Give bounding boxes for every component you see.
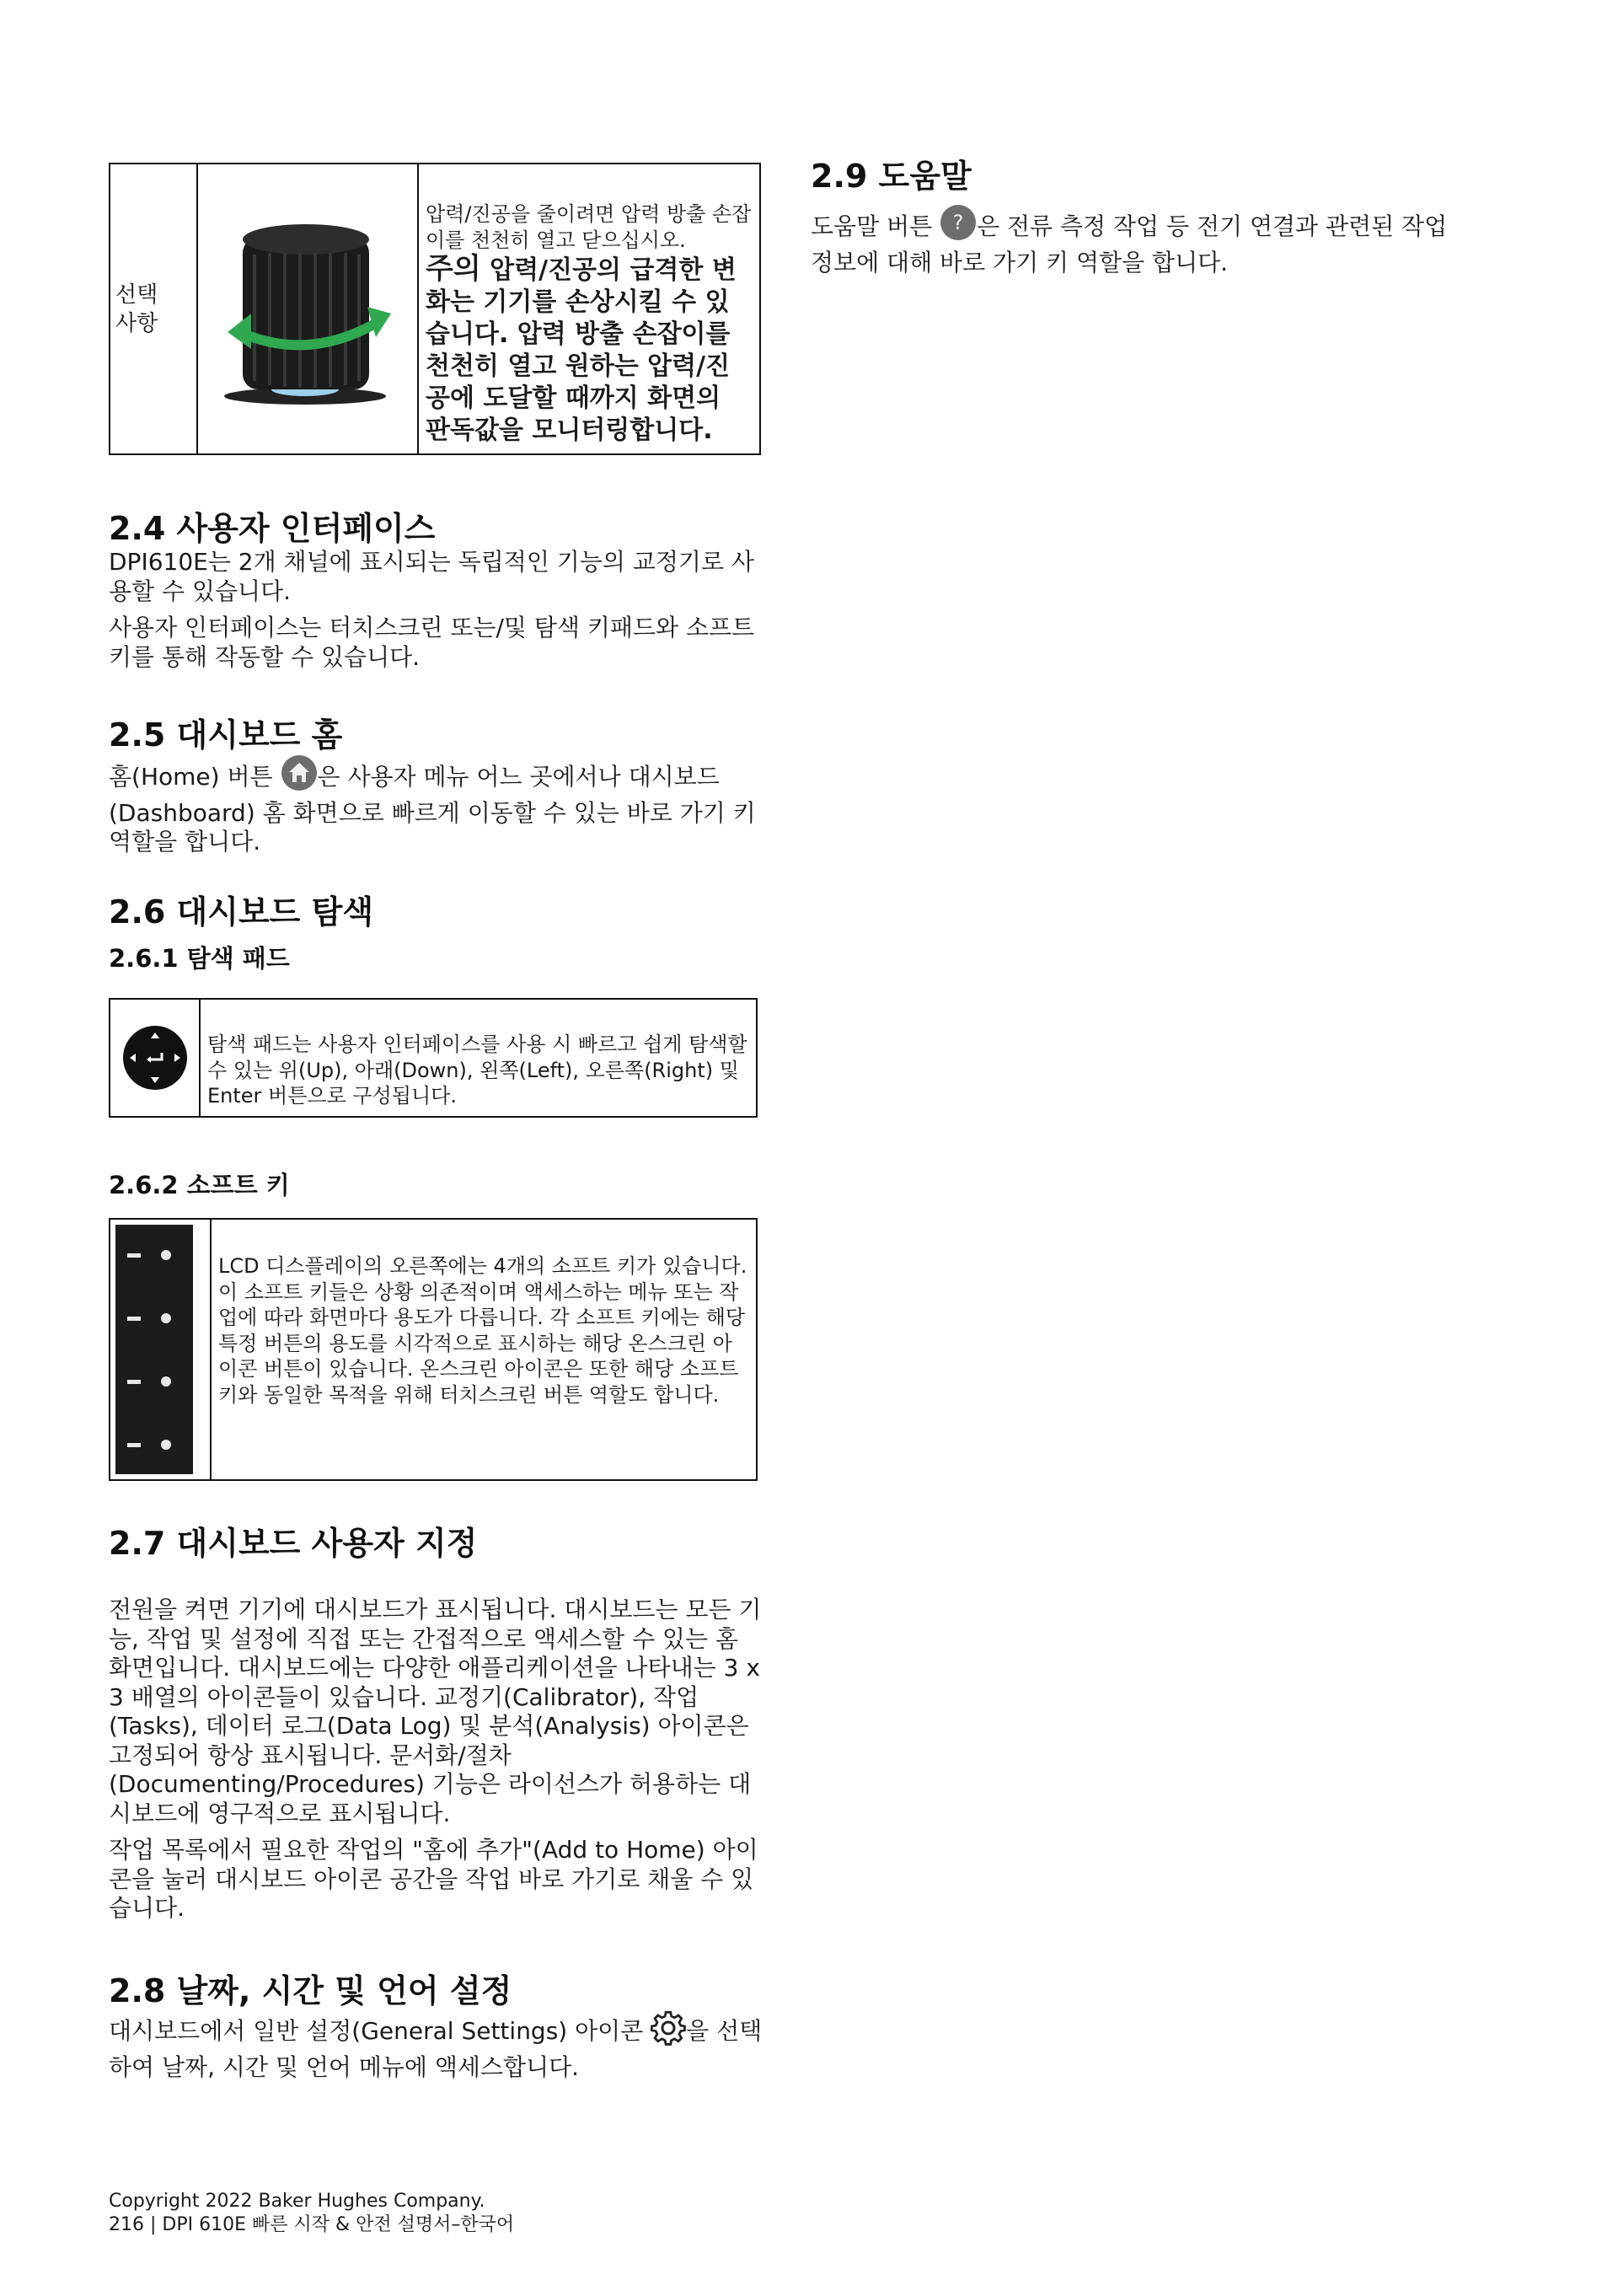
footer-page-title: 216 | DPI 610E 빠른 시작 & 안전 설명서–한국어 bbox=[109, 2214, 515, 2235]
option-image-cell bbox=[197, 164, 418, 454]
para-2-5-1: 홈(Home) 버튼 은 사용자 메뉴 어느 곳에서나 대시보드(Dashboard) 홈 화면으로 빠르게 이동할 수 있는 바로 가기 키 역할을 합니다. bbox=[109, 754, 766, 857]
heading-2-6-1: 2.6.1 탐색 패드 bbox=[109, 944, 290, 973]
soft-keys-table bbox=[109, 1218, 758, 1481]
gear-icon bbox=[651, 2010, 686, 2053]
heading-2-7: 2.7 대시보드 사용자 지정 bbox=[109, 1525, 478, 1562]
para-2-4-1: DPI610E는 2개 채널에 표시되는 독립적인 기능의 교정기로 사용할 수 있습니다. bbox=[109, 548, 754, 605]
heading-2-5: 2.5 대시보드 홈 bbox=[109, 716, 343, 754]
option-label-line2: 사항 bbox=[115, 310, 158, 336]
soft-keys-image bbox=[115, 1225, 193, 1474]
para-2-9-1: 도움말 버튼 ? 은 전류 측정 작업 등 전기 연결과 관련된 작업 정보에 대해 바로 가기 키 역할을 합니다. bbox=[811, 204, 1476, 277]
home-icon bbox=[281, 754, 318, 799]
footer bbox=[109, 2190, 867, 2237]
heading-2-6: 2.6 대시보드 탐색 bbox=[109, 893, 374, 931]
option-label-line1: 선택 bbox=[115, 282, 158, 308]
svg-text:?: ? bbox=[952, 211, 964, 234]
heading-2-6-2: 2.6.2 소프트 키 bbox=[109, 1171, 290, 1199]
nav-pad-text: 탐색 패드는 사용자 인터페이스를 사용 시 빠르고 쉽게 탐색할 수 있는 위(Up), 아래(Down), 왼쪽(Left), 오른쪽(Right) 및 Enter 버튼으로 구성됩니다. bbox=[207, 1033, 747, 1108]
caution-title: 주의 bbox=[426, 252, 481, 286]
option-text-cell bbox=[418, 164, 760, 454]
option-label-cell bbox=[110, 164, 197, 454]
soft-keys-image-cell bbox=[110, 1219, 211, 1480]
option-text: 압력/진공을 줄이려면 압력 방출 손잡이를 천천히 열고 닫으십시오. bbox=[426, 202, 752, 252]
nav-pad-image-cell bbox=[110, 999, 200, 1117]
footer-copyright: Copyright 2022 Baker Hughes Company. bbox=[109, 2191, 485, 2212]
heading-2-9: 2.9 도움말 bbox=[811, 158, 972, 195]
release-knob-image bbox=[202, 204, 413, 415]
section-2-8 bbox=[109, 1971, 766, 2082]
nav-pad-icon bbox=[121, 1024, 189, 1092]
soft-keys-text: LCD 디스플레이의 오른쪽에는 4개의 소프트 키가 있습니다. 이 소프트 키들은 상황 의존적이며 액세스하는 메뉴 또는 작업에 따라 화면마다 용도가 다릅니다. 각 소프트 키에는 해당 특정 버튼의 용도를 시각적으로 표시하는 해당 온스크린 아이콘 버튼이 있습니다. 온스크린 아이콘은 또한 해당 소프트 키와 동일한 목적을 위해 터치스크린 버튼 역할도 합니다. bbox=[218, 1254, 747, 1407]
nav-pad-table bbox=[109, 998, 758, 1118]
soft-keys-text-cell bbox=[211, 1219, 757, 1480]
caution-text: 압력/진공의 급격한 변화는 기기를 손상시킬 수 있습니다. 압력 방출 손잡이를 천천히 열고 원하는 압력/진공에 도달할 때까지 화면의 판독값을 모니터링합니다. bbox=[426, 255, 737, 445]
para-2-8-1: 대시보드에서 일반 설정(General Settings) 아이콘 을 선택하여 날짜, 시간 및 언어 메뉴에 액세스합니다. bbox=[109, 2010, 766, 2082]
section-2-4 bbox=[109, 509, 766, 672]
heading-2-4: 2.4 사용자 인터페이스 bbox=[109, 510, 436, 547]
para-2-7-1: 전원을 켜면 기기에 대시보드가 표시됩니다. 대시보드는 모든 기능, 작업 및 설정에 직접 또는 간접적으로 액세스할 수 있는 홈 화면입니다. 대시보드에는 다양한 애플리케이션을 나타내는 3 x 3 배열의 아이콘들이 있습니다. 교정기(Calibrator), 작업(Tasks), 데이터 로그(Data Log) 및 분석(Analysis) 아이콘은 고정되어 항상 표시됩니다. 문서화/절차(Documenting/Procedures) 기능은 라이선스가 허용하는 대시보드에 영구적으로 표시됩니다. bbox=[109, 1596, 762, 1827]
section-2-5 bbox=[109, 716, 766, 857]
option-table bbox=[109, 163, 761, 455]
heading-2-8: 2.8 날짜, 시간 및 언어 설정 bbox=[109, 1972, 512, 2009]
section-2-9 bbox=[811, 157, 1476, 277]
para-2-4-2: 사용자 인터페이스는 터치스크린 또는/및 탐색 키패드와 소프트 키를 통해 작동할 수 있습니다. bbox=[109, 614, 755, 671]
nav-pad-text-cell bbox=[200, 999, 757, 1117]
para-2-7-2: 작업 목록에서 필요한 작업의 "홈에 추가"(Add to Home) 아이콘을 눌러 대시보드 아이콘 공간을 작업 바로 가기로 채울 수 있습니다. bbox=[109, 1836, 758, 1922]
section-2-6 bbox=[109, 893, 766, 974]
help-icon bbox=[940, 204, 977, 249]
section-2-7-body bbox=[109, 1596, 766, 1923]
